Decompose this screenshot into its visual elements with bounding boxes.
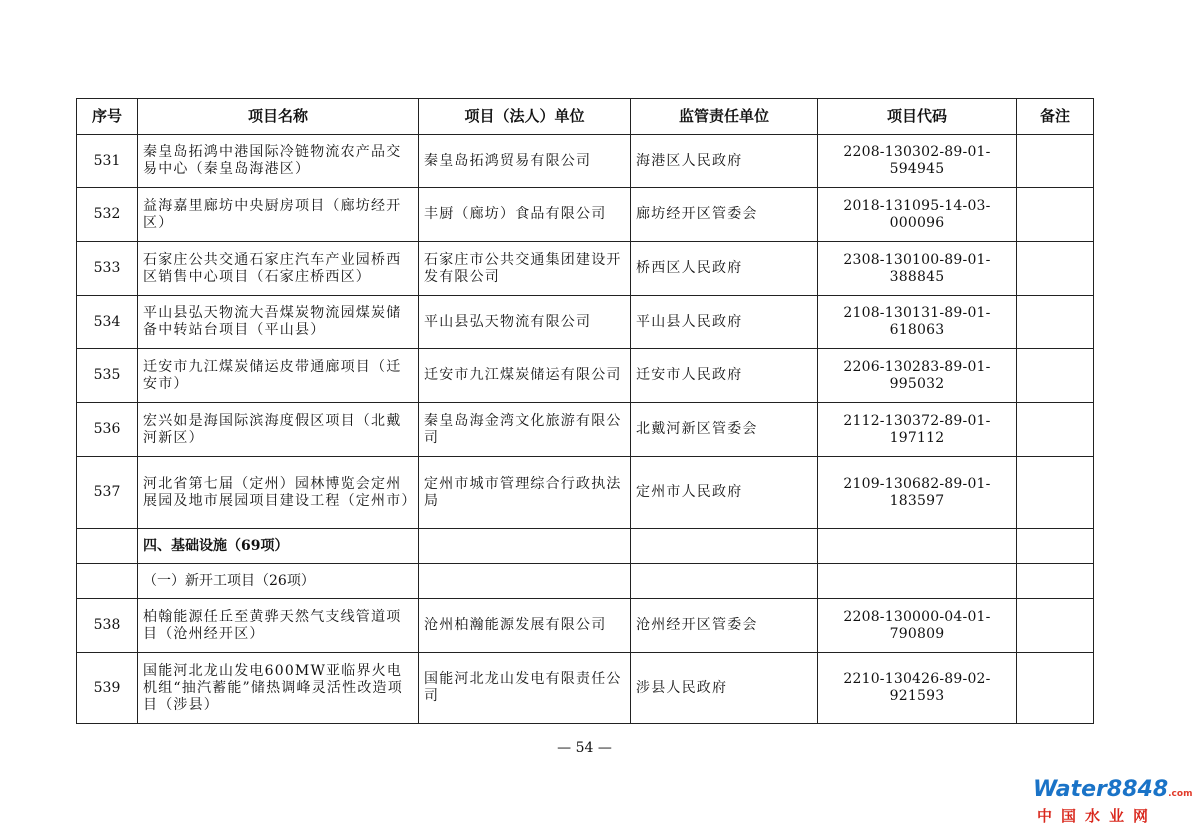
cell-supervisor: 涉县人民政府	[631, 653, 818, 724]
watermark-brand-text: Water8848	[1033, 777, 1169, 802]
watermark-brand	[1033, 777, 1192, 806]
cell-seq: 534	[77, 296, 138, 349]
cell-legal-unit: 平山县弘天物流有限公司	[419, 296, 631, 349]
header-project-name: 项目名称	[138, 99, 419, 135]
cell-supervisor: 北戴河新区管委会	[631, 403, 818, 457]
cell-seq: 533	[77, 242, 138, 296]
cell-project-name: 平山县弘天物流大吾煤炭物流园煤炭储备中转站台项目（平山县）	[138, 296, 419, 349]
cell-project-code: 2018-131095-14-03-000096	[818, 188, 1017, 242]
cell-project-name: 秦皇岛拓鸿中港国际冷链物流农产品交易中心（秦皇岛海港区）	[138, 135, 419, 188]
header-note: 备注	[1017, 99, 1094, 135]
cell-note	[1017, 599, 1094, 653]
cell-note	[1017, 242, 1094, 296]
subsection-title: （一）新开工项目（26项）	[138, 564, 419, 599]
cell-project-code: 2112-130372-89-01-197112	[818, 403, 1017, 457]
cell-seq: 537	[77, 457, 138, 529]
watermark-cn-text: 中国水业网	[1036, 807, 1157, 825]
watermark-logo	[1033, 777, 1192, 826]
cell-project-code: 2208-130302-89-01-594945	[818, 135, 1017, 188]
cell-supervisor: 平山县人民政府	[631, 296, 818, 349]
cell-project-name: 河北省第七届（定州）园林博览会定州展园及地市展园项目建设工程（定州市）	[138, 457, 419, 529]
header-supervisor: 监管责任单位	[631, 99, 818, 135]
cell-note	[1017, 349, 1094, 403]
cell-seq: 536	[77, 403, 138, 457]
cell-legal-unit: 迁安市九江煤炭储运有限公司	[419, 349, 631, 403]
subsection-row	[77, 564, 1094, 599]
cell-legal-unit: 秦皇岛拓鸿贸易有限公司	[419, 135, 631, 188]
subsection-seq-empty	[77, 564, 138, 599]
subsection-empty-cell	[631, 564, 818, 599]
cell-note	[1017, 653, 1094, 724]
table-row	[77, 403, 1094, 457]
cell-project-code: 2206-130283-89-01-995032	[818, 349, 1017, 403]
section-title: 四、基础设施（69项）	[138, 529, 419, 564]
cell-supervisor: 海港区人民政府	[631, 135, 818, 188]
cell-project-name: 宏兴如是海国际滨海度假区项目（北戴河新区）	[138, 403, 419, 457]
cell-note	[1017, 135, 1094, 188]
cell-legal-unit: 国能河北龙山发电有限责任公司	[419, 653, 631, 724]
cell-project-name: 迁安市九江煤炭储运皮带通廊项目（迁安市）	[138, 349, 419, 403]
table-row	[77, 599, 1094, 653]
cell-project-name: 柏翰能源任丘至黄骅天然气支线管道项目（沧州经开区）	[138, 599, 419, 653]
cell-supervisor: 沧州经开区管委会	[631, 599, 818, 653]
section-empty-cell	[419, 529, 631, 564]
cell-project-name: 国能河北龙山发电600MW亚临界火电机组“抽汽蓄能”储热调峰灵活性改造项目（涉县）	[138, 653, 419, 724]
page-number: — 54 —	[557, 740, 612, 756]
cell-legal-unit: 秦皇岛海金湾文化旅游有限公司	[419, 403, 631, 457]
section-empty-cell	[631, 529, 818, 564]
table-header-row	[77, 99, 1094, 135]
header-seq: 序号	[77, 99, 138, 135]
cell-note	[1017, 188, 1094, 242]
table-row	[77, 457, 1094, 529]
cell-seq: 538	[77, 599, 138, 653]
cell-legal-unit: 丰厨（廊坊）食品有限公司	[419, 188, 631, 242]
cell-supervisor: 迁安市人民政府	[631, 349, 818, 403]
cell-project-name: 石家庄公共交通石家庄汽车产业园桥西区销售中心项目（石家庄桥西区）	[138, 242, 419, 296]
cell-project-code: 2210-130426-89-02-921593	[818, 653, 1017, 724]
subsection-empty-cell	[419, 564, 631, 599]
subsection-empty-cell	[1017, 564, 1094, 599]
cell-legal-unit: 沧州柏瀚能源发展有限公司	[419, 599, 631, 653]
table-row	[77, 296, 1094, 349]
cell-project-code: 2208-130000-04-01-790809	[818, 599, 1017, 653]
table-row	[77, 135, 1094, 188]
header-legal-unit: 项目（法人）单位	[419, 99, 631, 135]
cell-note	[1017, 296, 1094, 349]
cell-supervisor: 桥西区人民政府	[631, 242, 818, 296]
cell-note	[1017, 457, 1094, 529]
table-row	[77, 242, 1094, 296]
cell-project-name: 益海嘉里廊坊中央厨房项目（廊坊经开区）	[138, 188, 419, 242]
table-row	[77, 188, 1094, 242]
section-empty-cell	[1017, 529, 1094, 564]
cell-seq: 535	[77, 349, 138, 403]
section-empty-cell	[818, 529, 1017, 564]
header-project-code: 项目代码	[818, 99, 1017, 135]
cell-project-code: 2109-130682-89-01-183597	[818, 457, 1017, 529]
subsection-empty-cell	[818, 564, 1017, 599]
cell-seq: 539	[77, 653, 138, 724]
cell-legal-unit: 石家庄市公共交通集团建设开发有限公司	[419, 242, 631, 296]
watermark-domain: .com	[1168, 789, 1192, 799]
cell-project-code: 2308-130100-89-01-388845	[818, 242, 1017, 296]
cell-supervisor: 廊坊经开区管委会	[631, 188, 818, 242]
table-row	[77, 653, 1094, 724]
cell-seq: 531	[77, 135, 138, 188]
cell-seq: 532	[77, 188, 138, 242]
cell-legal-unit: 定州市城市管理综合行政执法局	[419, 457, 631, 529]
section-row	[77, 529, 1094, 564]
section-seq-empty	[77, 529, 138, 564]
cell-supervisor: 定州市人民政府	[631, 457, 818, 529]
cell-project-code: 2108-130131-89-01-618063	[818, 296, 1017, 349]
table-row	[77, 349, 1094, 403]
cell-note	[1017, 403, 1094, 457]
project-table	[76, 98, 1094, 724]
